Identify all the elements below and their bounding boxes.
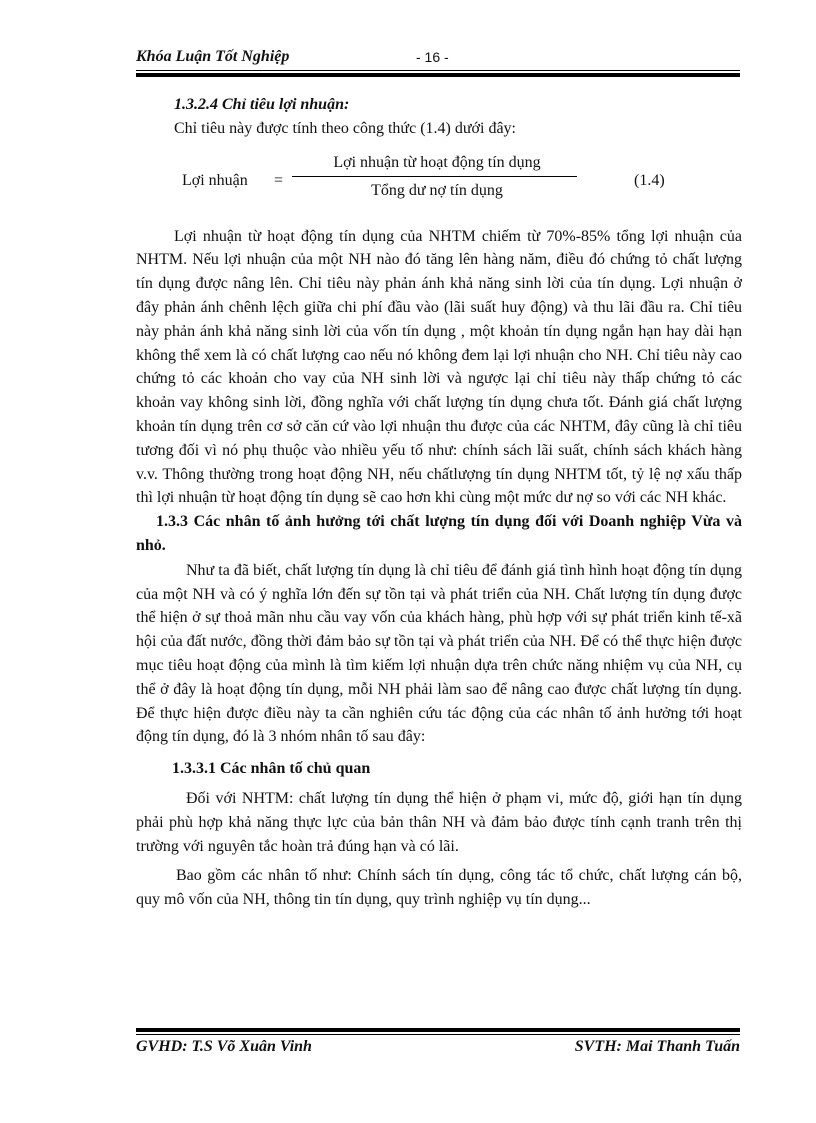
heading-1-3-3-1: 1.3.3.1 Các nhân tố chủ quan — [172, 760, 371, 778]
footer-rule-thin — [136, 1034, 740, 1035]
page-body — [136, 93, 742, 912]
footer-rule-thick — [136, 1028, 740, 1032]
paragraph-factors-list: Bao gồm các nhân tố như: Chính sách tín dụng, công tác tổ chức, chất lượng cán bộ, quy mô vốn của NH, thông tin tín dụng, quy trình nghiệp vụ tín dụng... — [136, 867, 742, 909]
formula-numerator: Lợi nhuận từ hoạt động tín dụng — [333, 153, 541, 171]
heading-1-3-2-4: 1.3.2.4 Chỉ tiêu lợi nhuận: — [174, 96, 350, 113]
paragraph-profit: Lợi nhuận từ hoạt động tín dụng của NHTM chiếm từ 70%-85% tổng lợi nhuận của NHTM. Nếu lợi nhuận của một NH nào đó tăng lên hàng năm, điều đó chứng tỏ chất lượng tín dụng được nâng lên. Chỉ tiêu này phản ánh khả năng sinh lời của tín dụng. Lợi nhuận ở đây phản ánh chênh lệch giữa chi phí đầu vào (lãi suất huy động) và thu lãi đầu ra. Chỉ tiêu này phản ánh khả năng sinh lời của vốn tín dụng , một khoản tín dụng ngắn hạn hay dài hạn không thể xem là có chất lượng cao nếu nó không đem lại lợi nhuận cho NH. Chỉ tiêu này cao chứng tỏ các khoản cho vay của NH sinh lời và ngược lại chỉ tiêu này thấp chứng tỏ các khoản vay không sinh lời, đồng nghĩa với chất lượng tín dụng chưa tốt. Đánh giá chất lượng khoản tín dụng trên cơ sở căn cứ vào lợi nhuận thu được của các NHTM, đây cũng là chỉ tiêu tương đối vì nó phụ thuộc vào nhiều yếu tố như: chính sách lãi suất, chính sách khách hàng v.v. Thông thường trong hoạt động NH, nếu chấtlượng tín dụng NHTM tốt, tỷ lệ nợ xấu thấp thì lợi nhuận từ hoạt động tín dụng sẽ cao hơn khi cùng một mức dư nợ so với các NH khác. — [136, 227, 742, 507]
header-rule-thin — [136, 70, 740, 71]
paragraph-nhtm: Đối với NHTM: chất lượng tín dụng thể hiện ở phạm vi, mức độ, giới hạn tín dụng phải phù hợp khả năng thực lực của bản thân NH và đảm bảo được tính cạnh tranh trên thị trường với nguyên tắc hoàn trả đúng hạn và có lãi. — [136, 789, 742, 855]
heading-1-3-3: 1.3.3 Các nhân tố ảnh hưởng tới chất lượng tín dụng đối với Doanh nghiệp Vừa và nhỏ. — [136, 513, 742, 554]
footer-student: SVTH: Mai Thanh Tuấn — [574, 1038, 740, 1055]
page-footer — [136, 1038, 740, 1060]
header-rule-thick — [136, 73, 740, 77]
footer-advisor: GVHD: T.S Võ Xuân Vinh — [136, 1038, 312, 1055]
fraction-bar — [292, 176, 577, 177]
formula-intro: Chỉ tiêu này được tính theo công thức (1.4) dưới đây: — [174, 119, 516, 137]
paragraph-factors-intro: Như ta đã biết, chất lượng tín dụng là chỉ tiêu để đánh giá tình hình hoạt động tín dụng của một NH và có ý nghĩa lớn đến sự tồn tại và phát triển của NH. Chất lượng tín dụng được thể hiện ở sự thoả mãn nhu cầu vay vốn của khách hàng, phù hợp với sự phát triển kinh tế-xã hội của đất nước, đồng thời đảm bảo sự tồn tại và phát triển của NH. Để có thể thực hiện được mục tiêu hoạt động của mình là tìm kiếm lợi nhuận dựa trên chức năng nhiệm vụ của NH, cụ thể ở đây là hoạt động tín dụng, mỗi NH phải làm sao để nâng cao được chất lượng tín dụng. Để thực hiện được điều này ta cần nghiên cứu tác động của các nhân tố ảnh hưởng tới hoạt động tín dụng, đó là 3 nhóm nhân tố sau đây: — [136, 561, 742, 746]
formula-lhs: Lợi nhuận — [182, 171, 248, 189]
formula-1-4 — [136, 151, 742, 209]
page-header — [136, 48, 740, 70]
formula-denominator: Tổng dư nợ tín dụng — [371, 181, 503, 199]
page-number: - 16 - — [416, 49, 449, 65]
header-title: Khóa Luận Tốt Nghiệp — [136, 48, 290, 65]
formula-number: (1.4) — [634, 171, 665, 189]
formula-equals: = — [274, 171, 284, 189]
